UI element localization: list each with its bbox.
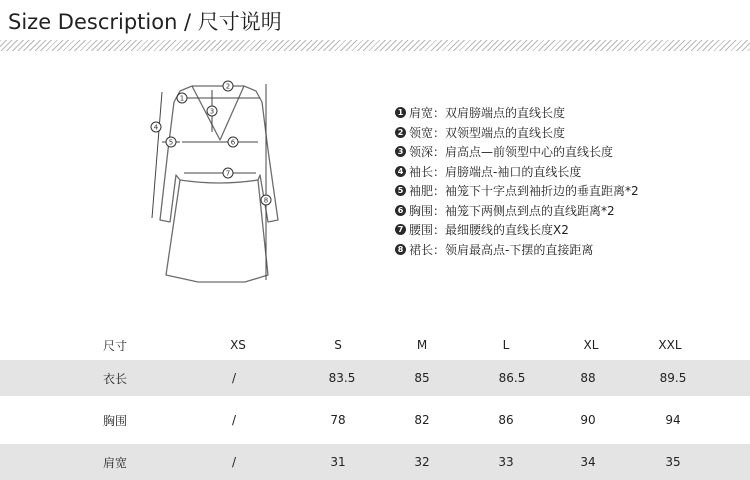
row-label: 衣长 — [102, 371, 127, 386]
table-cell: 78 — [330, 413, 346, 427]
table-cell: 31 — [330, 455, 346, 469]
table-row — [0, 444, 750, 480]
legend-text: 袖肥：袖笼下十字点到袖折边的垂直距离*2 — [409, 184, 639, 199]
legend-text: 领宽：双领型端点的直线长度 — [409, 125, 566, 140]
number-badge-icon: 2 — [395, 127, 406, 138]
svg-text:8: 8 — [263, 196, 269, 205]
row-label: 肩宽 — [102, 455, 127, 470]
table-cell: 85 — [414, 371, 430, 385]
legend-item — [395, 123, 639, 143]
svg-text:1: 1 — [179, 94, 185, 103]
number-badge-icon: 3 — [395, 146, 406, 157]
size-table — [0, 330, 750, 480]
legend-item — [395, 103, 639, 123]
table-cell: 88 — [580, 371, 596, 385]
legend-text: 裙长：领肩最高点-下摆的直接距离 — [409, 242, 594, 257]
table-row — [0, 360, 750, 396]
table-cell: 33 — [498, 455, 514, 469]
row-label: 胸围 — [102, 413, 127, 428]
svg-text:7: 7 — [225, 169, 231, 178]
table-cell: / — [231, 371, 237, 385]
svg-text:5: 5 — [168, 138, 174, 147]
table-cell: 90 — [580, 413, 596, 427]
table-cell: 82 — [414, 413, 430, 427]
table-cell: 89.5 — [659, 371, 687, 385]
number-badge-icon: 8 — [395, 244, 406, 255]
table-cell: 86 — [498, 413, 514, 427]
legend-item — [395, 201, 639, 221]
svg-text:2: 2 — [225, 82, 231, 91]
legend-item — [395, 181, 639, 201]
number-badge-icon: 4 — [395, 166, 406, 177]
table-cell: / — [231, 413, 237, 427]
legend-item — [395, 240, 639, 260]
header-cell: XXL — [658, 338, 682, 352]
legend-text: 袖长：肩膀端点-袖口的直线长度 — [409, 164, 582, 179]
dress-measurement-diagram — [140, 70, 290, 290]
table-cell: / — [231, 455, 237, 469]
number-badge-icon: 5 — [395, 185, 406, 196]
table-cell: 86.5 — [498, 371, 526, 385]
table-cell: 83.5 — [328, 371, 356, 385]
header-cell: 尺寸 — [102, 338, 127, 353]
svg-text:4: 4 — [153, 123, 159, 132]
measurement-legend — [395, 103, 639, 259]
header-cell: M — [416, 338, 428, 352]
number-badge-icon: 7 — [395, 224, 406, 235]
table-cell: 94 — [665, 413, 681, 427]
page-title: Size Description / 尺寸说明 — [8, 10, 282, 34]
header-cell: L — [502, 338, 510, 352]
header-cell: S — [334, 338, 342, 352]
number-badge-icon: 6 — [395, 205, 406, 216]
number-badge-icon: 1 — [395, 107, 406, 118]
table-cell: 32 — [414, 455, 430, 469]
legend-text: 腰围：最细腰线的直线长度X2 — [409, 223, 569, 238]
hatched-divider — [0, 40, 750, 51]
table-cell: 34 — [580, 455, 596, 469]
table-row — [0, 402, 750, 438]
legend-text: 胸围：袖笼下两侧点到点的直线距离*2 — [409, 203, 615, 218]
legend-item — [395, 142, 639, 162]
legend-text: 肩宽：双肩膀端点的直线长度 — [409, 106, 566, 121]
table-header-row — [0, 330, 750, 360]
table-cell: 35 — [665, 455, 681, 469]
svg-text:6: 6 — [230, 138, 236, 147]
legend-item — [395, 162, 639, 182]
legend-text: 领深：肩高点—前领型中心的直线长度 — [409, 145, 614, 160]
header-cell: XL — [583, 338, 599, 352]
header-cell: XS — [230, 338, 246, 352]
svg-text:3: 3 — [209, 107, 215, 116]
legend-item — [395, 220, 639, 240]
